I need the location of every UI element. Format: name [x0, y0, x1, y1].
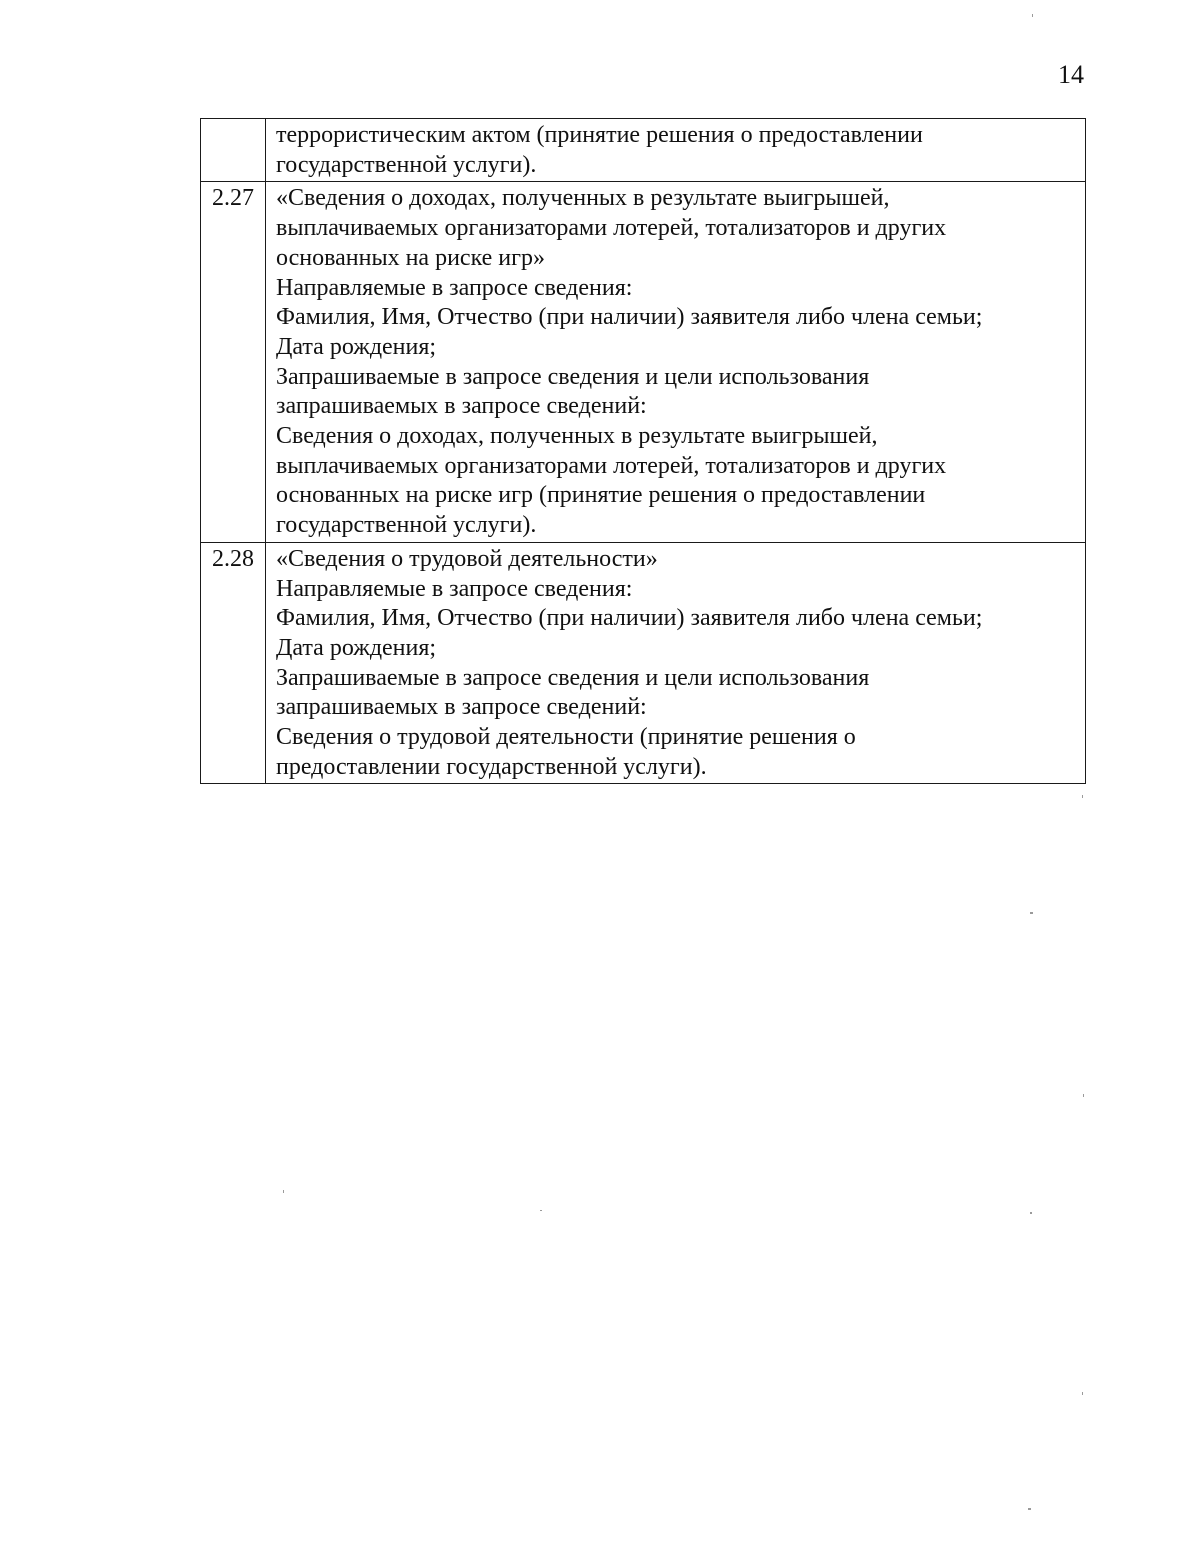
- row-number: 2.27: [201, 182, 266, 542]
- row-text-line: Фамилия, Имя, Отчество (при наличии) заявителя либо члена семьи;: [276, 304, 983, 331]
- row-content: [266, 119, 1086, 182]
- row-content: [266, 542, 1086, 784]
- scan-speck: [1082, 795, 1083, 798]
- table-row: [201, 542, 1086, 784]
- row-text-line: Сведения о трудовой деятельности (принятие решения о: [276, 724, 856, 751]
- row-text-line: Дата рождения;: [276, 634, 437, 661]
- row-text-line: Сведения о доходах, полученных в результате выигрышей,: [276, 423, 878, 450]
- row-text-line: государственной услуги).: [276, 151, 537, 178]
- row-text-line: «Сведения о доходах, полученных в результате выигрышей,: [276, 185, 890, 212]
- row-text-line: государственной услуги).: [276, 512, 537, 539]
- row-content: [266, 182, 1086, 542]
- scan-speck: [1030, 1212, 1032, 1214]
- row-text-line: выплачиваемых организаторами лотерей, тотализаторов и других: [276, 215, 947, 242]
- row-number: 2.28: [201, 542, 266, 784]
- row-text-line: Запрашиваемые в запросе сведения и цели использования: [276, 363, 870, 390]
- row-text-line: выплачиваемых организаторами лотерей, тотализаторов и других: [276, 452, 947, 479]
- row-text-line: Запрашиваемые в запросе сведения и цели использования: [276, 664, 870, 691]
- row-text-line: Направляемые в запросе сведения:: [276, 575, 633, 602]
- row-text-line: Направляемые в запросе сведения:: [276, 274, 633, 301]
- table-row: [201, 182, 1086, 542]
- scan-speck: [1030, 912, 1033, 914]
- row-text-line: запрашиваемых в запросе сведений:: [276, 694, 647, 721]
- table-row: [201, 119, 1086, 182]
- data-sources-table: [200, 118, 1086, 784]
- row-text-line: террористическим актом (принятие решения о предоставлении: [276, 122, 923, 148]
- scan-speck: [1083, 1094, 1084, 1097]
- scan-speck: [283, 1190, 284, 1193]
- scan-speck: [1082, 1392, 1083, 1395]
- scan-speck: [1028, 1508, 1031, 1510]
- row-text-line: основанных на риске игр (принятие решения о предоставлении: [276, 482, 926, 509]
- row-text-line: Фамилия, Имя, Отчество (при наличии) заявителя либо члена семьи;: [276, 605, 983, 632]
- row-text-line: Дата рождения;: [276, 333, 437, 360]
- row-number: [201, 119, 266, 182]
- page-number: 14: [1058, 60, 1084, 89]
- scan-speck: [540, 1210, 542, 1211]
- row-text-line: основанных на риске игр»: [276, 244, 545, 271]
- row-text-line: запрашиваемых в запросе сведений:: [276, 393, 647, 420]
- row-text-line: «Сведения о трудовой деятельности»: [276, 545, 658, 572]
- scan-speck: [1032, 14, 1033, 17]
- row-text-line: предоставлении государственной услуги).: [276, 753, 707, 780]
